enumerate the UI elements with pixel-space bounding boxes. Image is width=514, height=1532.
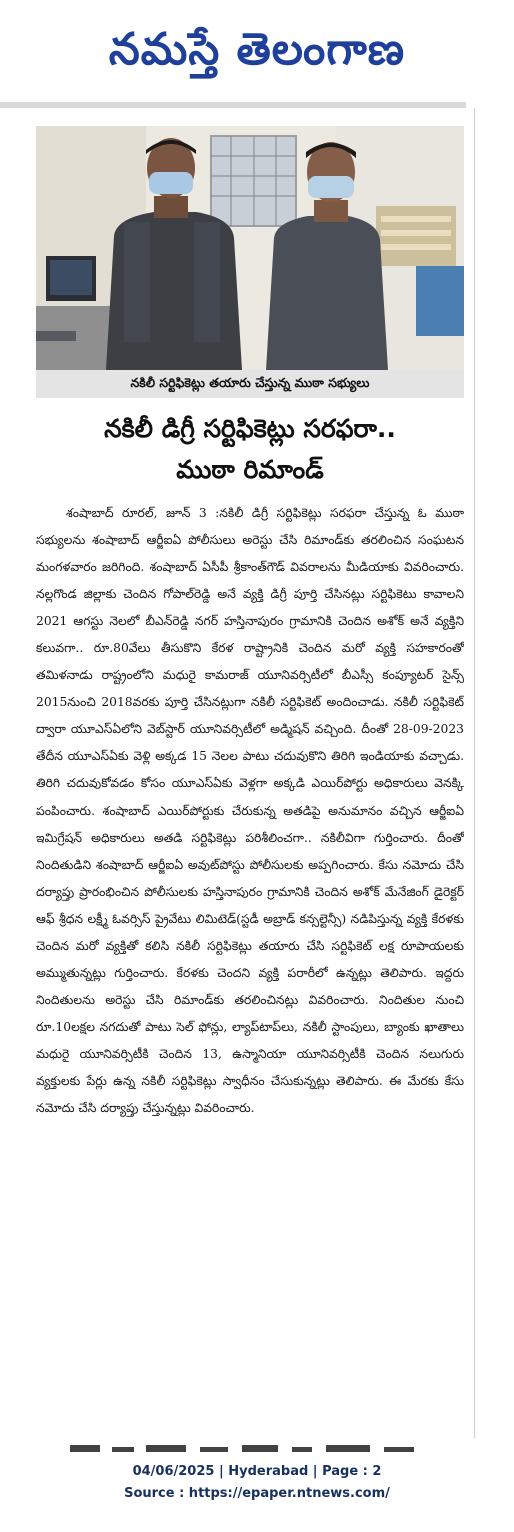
newspaper-masthead bbox=[0, 0, 514, 100]
photo-illustration bbox=[36, 126, 464, 370]
article-body bbox=[36, 500, 464, 1430]
column-divider bbox=[474, 108, 475, 1438]
article-headline bbox=[36, 408, 464, 490]
footer-dateline: 04/06/2025 | Hyderabad | Page : 2 bbox=[132, 1464, 382, 1479]
photo-caption: నకిలీ సర్టిఫికెట్లు తయారు చేస్తున్న ముఠా సభ్యులు bbox=[36, 370, 464, 398]
headline-line-1: నకిలీ డిగ్రీ సర్టిఫికెట్లు సరఫరా.. bbox=[104, 414, 396, 443]
news-photo bbox=[36, 126, 464, 370]
footer-source: Source : https://epaper.ntnews.com/ bbox=[124, 1486, 390, 1501]
page-footer bbox=[0, 1462, 514, 1504]
masthead-divider bbox=[0, 102, 466, 108]
article-paragraph: శంషాబాద్ రూరల్, జూన్ 3 :నకిలీ డిగ్రీ సర్టిఫికెట్లు సరఫరా చేస్తున్న ఓ ముఠా సభ్యులను శంషాబాద్ ఆర్జీఐఏ పోలీసులు అరెస్టు చేసి రిమాండ్‌కు తరలించిన సంఘటన మంగళవారం జరిగింది. శంషాబాద్ ఏసీపీ శ్రీకాంత్‌గౌడ్ వివరాలను మీడియాకు వివరించారు. నల్లగొండ జిల్లాకు చెందిన గోపాల్‌రెడ్డి అనే వ్యక్తి డిగ్రీ పూర్తి చేసినట్లు సర్టిఫికెటు కావాలని 2021 ఆగస్టు నెలలో బీఎన్‌రెడ్డి నగర్ హస్తినాపురం గ్రామానికి చెందిన అశోక్ అనే వ్యక్తిని కలువగా.. రూ.80వేలు తీసుకొని కేరళ రాష్ట్రానికి చెందిన మరో వ్యక్తి సహకారంతో తమిళనాడు రాష్ట్రంలోని మధురై కామరాజ్ యూనివర్సిటీలో బీఎస్సీ కంప్యూటర్ సైన్స్ 2015నుంచి 2018వరకు పూర్తి చేసినట్లుగా నకిలీ సర్టిఫికెట్ అందించాడు. నకిలీ సర్టిఫికెట్ ద్వారా యూఎస్‌ఏలోని వెబ్‌స్టార్ యూనివర్సిటీలో అడ్మిషన్ వచ్చింది. దీంతో 28-09-2023 తేదీన యూఎస్‌ఏకు వెళ్లి అక్కడ 15 నెలల పాటు చదువుకొని తిరిగి ఇండియాకు వచ్చాడు. తిరిగి చదువుకోవడం కోసం యూఎస్‌ఏకు వెళ్లగా అక్కడి ఎయిర్‌పోర్టు అధికారులు వెనక్కి పంపించారు. శంషాబాద్ ఎయిర్‌పోర్టుకు చేరుకున్న అతడిపై అనుమానం వచ్చిన ఆర్జీఐఏ ఇమిగ్రేషన్ అధికారులు అతడి సర్టిఫికెట్లు పరిశీలించగా.. నకిలీవిగా గుర్తించారు. దీంతో నిందితుడిని శంషాబాద్ ఆర్జీఐఏ అవుట్‌పోస్టు పోలీసులకు అప్పగించారు. కేసు నమోదు చేసి దర్యాప్తు ప్రారంభించిన పోలీసులకు హస్తినాపురం గ్రామానికి చెందిన అశోక్ మేనేజింగ్ డైరెక్టర్ ఆఫ్ శ్రీధన లక్ష్మీ ఓవర్సిస్ ప్రైవేటు లిమిటెడ్(స్టడీ అబ్రాడ్ కన్సల్టెన్సీ) నడిపిస్తున్న వ్యక్తి కేరళకు చెందిన మరో వ్యక్తితో కలిసి నకిలీ సర్టిఫికెట్లు తయారు చేసి సర్టిఫికెట్ లక్ష రూపాయలకు అమ్ముతున్నట్లు గుర్తించారు. కేరళకు చెందని వ్యక్తి పరారీలో ఉన్నట్లు తెలిపారు. ఇద్దరు నిందితులను అరెస్టు చేసి రిమాండ్‌కు తరలించినట్లు వివరించారు. నిందితుల నుంచి రూ.10లక్షల నగదుతో పాటు సెల్ ఫోన్లు, ల్యాప్‌టాప్‌లు, నకిలీ స్టాంపులు, బ్యాంకు ఖాతాలు మధురై యూనివర్సిటీకి చెందిన 13, ఉస్మానియా యూనివర్సిటీకి చెందిన నలుగురు వ్యక్తులకు పేర్లు ఉన్న నకిలీ సర్టిఫికెట్లు స్వాధీనం చేసుకున్నట్లు తెలిపారు. ఈ మేరకు కేసు నమోదు చేసి దర్యాప్తు చేస్తున్నట్లు వివరించారు. bbox=[36, 506, 464, 1116]
clipped-next-headline bbox=[60, 1440, 440, 1452]
masthead-title: నమస్తే తెలంగాణ bbox=[108, 24, 406, 75]
headline-line-2: ముఠా రిమాండ్ bbox=[176, 455, 324, 484]
